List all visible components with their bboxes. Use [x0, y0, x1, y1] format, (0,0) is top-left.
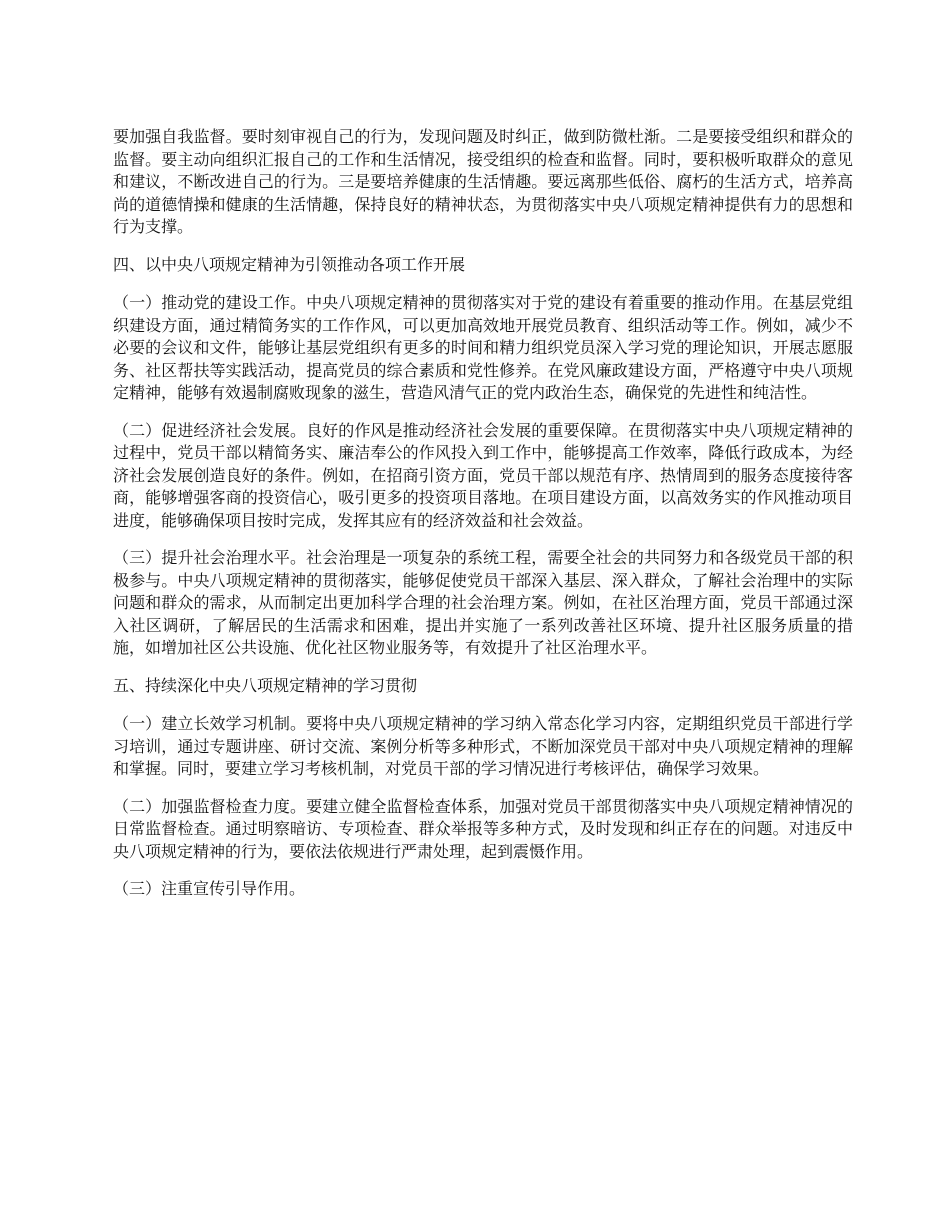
document-page — [113, 126, 853, 916]
paragraph-party-building: （一）推动党的建设工作。中央八项规定精神的贯彻落实对于党的建设有着重要的推动作用。在基层党组织建设方面，通过精简务实的工作作风，可以更加高效地开展党员教育、组织活动等工作。例如，减少不必要的会议和文件，能够让基层党组织有更多的时间和精力组织党员深入学习党的理论知识，开展志愿服务、社区帮扶等实践活动，提高党员的综合素质和党性修养。在党风廉政建设方面，严格遵守中央八项规定精神，能够有效遏制腐败现象的滋生，营造风清气正的党内政治生态，确保党的先进性和纯洁性。 — [113, 293, 853, 402]
section-heading-4: 四、以中央八项规定精神为引领推动各项工作开展 — [113, 254, 466, 274]
paragraph-social-governance: （三）提升社会治理水平。社会治理是一项复杂的系统工程，需要全社会的共同努力和各级党员干部的积极参与。中央八项规定精神的贯彻落实，能够促使党员干部深入基层、深入群众，了解社会治理中的实际问题和群众的需求，从而制定出更加科学合理的社会治理方案。例如，在社区治理方面，党员干部通过深入社区调研，了解居民的生活需求和困难，提出并实施了一系列改善社区环境、提升社区服务质量的措施，如增加社区公共设施、优化社区物业服务等，有效提升了社区治理水平。 — [113, 548, 853, 657]
paragraph-learning-mechanism: （一）建立长效学习机制。要将中央八项规定精神的学习纳入常态化学习内容，定期组织党员干部进行学习培训，通过专题讲座、研讨交流、案例分析等多种形式，不断加深党员干部对中央八项规定精神的理解和掌握。同时，要建立学习考核机制，对党员干部的学习情况进行考核评估，确保学习效果。 — [113, 714, 853, 778]
paragraph-supervision: （二）加强监督检查力度。要建立健全监督检查体系，加强对党员干部贯彻落实中央八项规定精神情况的日常监督检查。通过明察暗访、专项检查、群众举报等多种方式，及时发现和纠正存在的问题。对违反中央八项规定精神的行为，要依法依规进行严肃处理，起到震慑作用。 — [113, 796, 853, 861]
section-heading-5: 五、持续深化中央八项规定精神的学习贯彻 — [113, 675, 418, 695]
paragraph-economic-development: （二）促进经济社会发展。良好的作风是推动经济社会发展的重要保障。在贯彻落实中央八项规定精神的过程中，党员干部以精简务实、廉洁奉公的作风投入到工作中，能够提高工作效率，降低行政成本，为经济社会发展创造良好的条件。例如，在招商引资方面，党员干部以规范有序、热情周到的服务态度接待客商，能够增强客商的投资信心，吸引更多的投资项目落地。在项目建设方面，以高效务实的作风推动项目进度，能够确保项目按时完成，发挥其应有的经济效益和社会效益。 — [113, 420, 853, 530]
paragraph-publicity: （三）注重宣传引导作用。 — [113, 879, 306, 898]
paragraph-self-supervision: 要加强自我监督。要时刻审视自己的行为，发现问题及时纠正，做到防微杜渐。二是要接受组织和群众的监督。要主动向组织汇报自己的工作和生活情况，接受组织的检查和监督。同时，要积极听取群众的意见和建议，不断改进自己的行为。三是要培养健康的生活情趣。要远离那些低俗、腐朽的生活方式，培养高尚的道德情操和健康的生活情趣，保持良好的精神状态，为贯彻落实中央八项规定精神提供有力的思想和行为支撑。 — [113, 127, 853, 236]
